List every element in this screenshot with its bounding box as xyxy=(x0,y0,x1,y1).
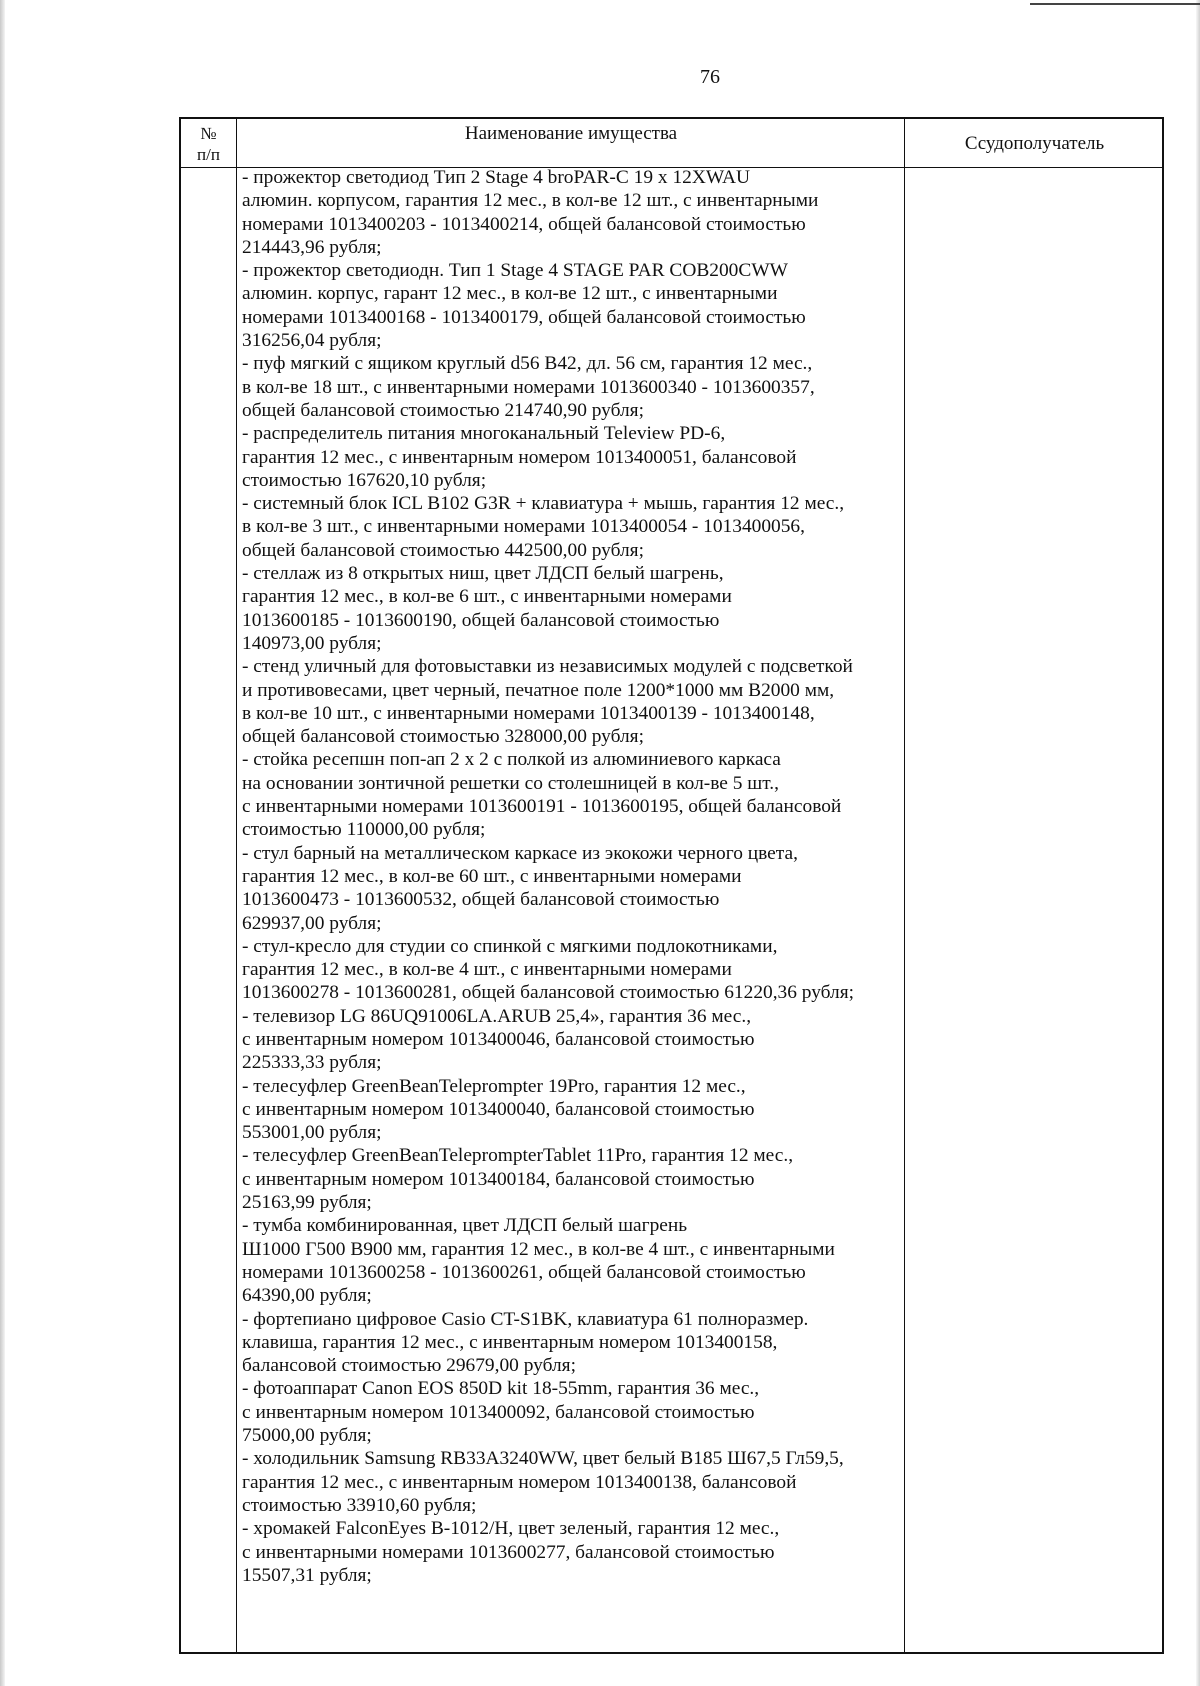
description-line: с инвентарными номерами 1013600277, балансовой стоимостью xyxy=(242,1541,775,1563)
description-line: в кол-ве 3 шт., с инвентарными номерами 1013400054 - 1013400056, xyxy=(242,516,805,538)
description-line: общей балансовой стоимостью 442500,00 рубля; xyxy=(242,539,644,561)
description-line: и противовесами, цвет черный, печатное поле 1200*1000 мм В2000 мм, xyxy=(242,679,835,701)
description-line: 629937,00 рубля; xyxy=(242,912,382,934)
description-line: общей балансовой стоимостью 328000,00 рубля; xyxy=(242,726,644,748)
column-divider-recipient xyxy=(904,119,905,1652)
description-line: гарантия 12 мес., с инвентарным номером 1013400051, балансовой xyxy=(242,446,797,468)
description-line: на основании зонтичной решетки со столешницей в кол-ве 5 шт., xyxy=(242,772,779,794)
description-line: - холодильник Samsung RB33A3240WW, цвет белый В185 Ш67,5 Гл59,5, xyxy=(242,1448,844,1470)
header-property-name: Наименование имущества xyxy=(464,123,678,144)
description-line: клавиша, гарантия 12 мес., с инвентарным номером 1013400158, xyxy=(242,1331,778,1353)
description-line: 15507,31 рубля; xyxy=(242,1564,372,1586)
page-number: 76 xyxy=(700,66,720,88)
description-line: 1013600185 - 1013600190, общей балансовой стоимостью xyxy=(242,609,720,631)
scan-edge-right xyxy=(1196,0,1200,1686)
description-line: стоимостью 110000,00 рубля; xyxy=(242,819,486,841)
scan-edge-top xyxy=(1030,3,1200,5)
description-line: - хромакей FalconEyes B-1012/H, цвет зеленый, гарантия 12 мес., xyxy=(242,1518,780,1540)
description-line: 225333,33 рубля; xyxy=(242,1052,382,1074)
description-line: 75000,00 рубля; xyxy=(242,1425,372,1447)
description-line: - телесуфлер GreenBeanTeleprompter 19Pro, гарантия 12 мес., xyxy=(242,1075,746,1097)
description-line: стоимостью 167620,10 рубля; xyxy=(242,469,487,491)
description-line: - пуф мягкий с ящиком круглый d56 B42, дл. 56 см, гарантия 12 мес., xyxy=(242,353,813,375)
description-line: 140973,00 рубля; xyxy=(242,632,382,654)
description-line: гарантия 12 мес., в кол-ве 60 шт., с инвентарными номерами xyxy=(242,865,742,887)
description-line: - прожектор светодиодн. Тип 1 Stage 4 STAGE PAR COB200CWW xyxy=(242,260,788,282)
description-line: 25163,99 рубля; xyxy=(242,1192,372,1214)
description-line: - прожектор светодиод Тип 2 Stage 4 broPAR-C 19 x 12XWAU xyxy=(242,167,750,188)
description-line: балансовой стоимостью 29679,00 рубля; xyxy=(242,1355,576,1377)
description-line: с инвентарным номером 1013400092, балансовой стоимостью xyxy=(242,1401,755,1423)
description-line: гарантия 12 мес., с инвентарным номером 1013400138, балансовой xyxy=(242,1471,797,1493)
description-line: 1013600278 - 1013600281, общей балансовой стоимостью 61220,36 рубля; xyxy=(242,982,855,1004)
description-line: - стул барный на металлическом каркасе из экокожи черного цвета, xyxy=(242,842,798,864)
description-line: - стенд уличный для фотовыставки из независимых модулей с подсветкой xyxy=(242,656,853,678)
description-line: гарантия 12 мес., в кол-ве 6 шт., с инвентарными номерами xyxy=(242,586,732,608)
description-line: с инвентарными номерами 1013600191 - 1013600195, общей балансовой xyxy=(242,796,842,818)
description-line: - телесуфлер GreenBeanTeleprompterTablet 11Pro, гарантия 12 мес., xyxy=(242,1145,794,1167)
description-line: 553001,00 рубля; xyxy=(242,1122,382,1144)
description-line: - фортепиано цифровое Casio CT-S1BK, клавиатура 61 полноразмер. xyxy=(242,1308,809,1330)
description-line: с инвентарным номером 1013400040, балансовой стоимостью xyxy=(242,1098,755,1120)
description-line: с инвентарным номером 1013400184, балансовой стоимостью xyxy=(242,1168,755,1190)
column-divider-num xyxy=(236,119,237,1652)
description-line: 1013600473 - 1013600532, общей балансовой стоимостью xyxy=(242,889,720,911)
description-line: стоимостью 33910,60 рубля; xyxy=(242,1494,477,1516)
description-line: - телевизор LG 86UQ91006LA.ARUB 25,4», гарантия 36 мес., xyxy=(242,1005,752,1027)
description-line: гарантия 12 мес., в кол-ве 4 шт., с инвентарными номерами xyxy=(242,959,732,981)
header-recipient: Ссудополучатель xyxy=(964,133,1105,154)
scan-edge-left xyxy=(0,0,5,1686)
description-line: - стойка ресепшн поп-ап 2 х 2 с полкой из алюминиевого каркаса xyxy=(242,749,781,771)
header-num xyxy=(181,123,236,165)
description-line: общей балансовой стоимостью 214740,90 рубля; xyxy=(242,399,644,421)
description-line: 64390,00 рубля; xyxy=(242,1285,372,1307)
description-line: - тумба комбинированная, цвет ЛДСП белый шагрень xyxy=(242,1215,688,1237)
description-line: Ш1000 Г500 В900 мм, гарантия 12 мес., в кол-ве 4 шт., с инвентарными xyxy=(242,1238,835,1260)
header-num-abbr: п/п xyxy=(197,145,220,164)
description-line: - стул-кресло для студии со спинкой с мягкими подлокотниками, xyxy=(242,935,778,957)
description-line: номерами 1013400203 - 1013400214, общей балансовой стоимостью xyxy=(242,213,806,235)
description-line: алюмин. корпусом, гарантия 12 мес., в кол-ве 12 шт., с инвентарными xyxy=(242,190,819,212)
description-line: - системный блок ICL B102 G3R + клавиатура + мышь, гарантия 12 мес., xyxy=(242,493,845,515)
description-line: - стеллаж из 8 открытых ниш, цвет ЛДСП белый шагрень, xyxy=(242,563,724,585)
description-line: 316256,04 рубля; xyxy=(242,330,382,352)
description-line: в кол-ве 18 шт., с инвентарными номерами 1013600340 - 1013600357, xyxy=(242,376,815,398)
property-description xyxy=(242,166,902,1587)
description-line: номерами 1013600258 - 1013600261, общей балансовой стоимостью xyxy=(242,1261,806,1283)
description-line: в кол-ве 10 шт., с инвентарными номерами 1013400139 - 1013400148, xyxy=(242,702,815,724)
description-line: с инвентарным номером 1013400046, балансовой стоимостью xyxy=(242,1028,755,1050)
description-line: - распределитель питания многоканальный Teleview PD-6, xyxy=(242,423,726,445)
description-line: номерами 1013400168 - 1013400179, общей балансовой стоимостью xyxy=(242,306,806,328)
description-line: - фотоаппарат Canon EOS 850D kit 18-55mm, гарантия 36 мес., xyxy=(242,1378,760,1400)
property-table xyxy=(179,117,1164,1654)
description-line: 214443,96 рубля; xyxy=(242,236,382,258)
description-line: алюмин. корпус, гарант 12 мес., в кол-ве 12 шт., с инвентарными xyxy=(242,283,778,305)
header-num-symbol: № xyxy=(200,124,217,143)
